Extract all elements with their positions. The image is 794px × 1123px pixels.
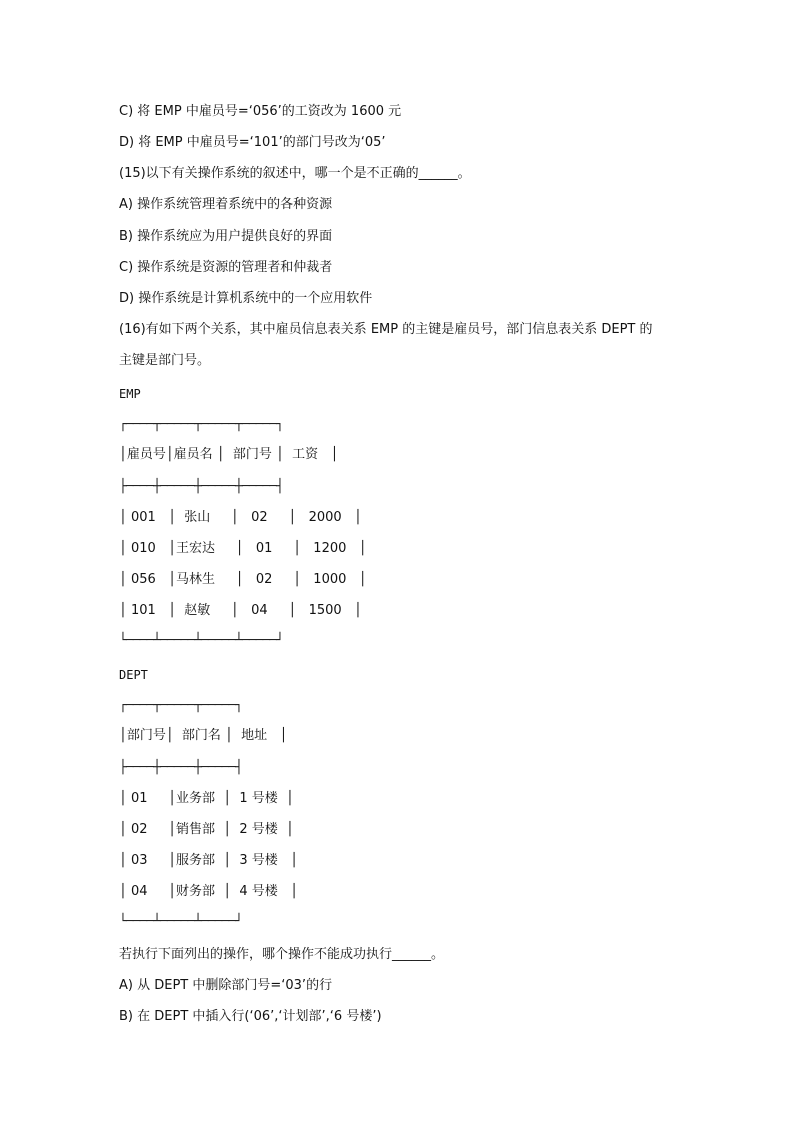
emp-table-header: │雇员号│雇员名 │ 部门号 │ 工资 │ (119, 447, 339, 462)
emp-table-bottom-border: └────┴─────┴─────┴─────┘ (119, 633, 283, 648)
question-16-prompt: 若执行下面列出的操作，哪个操作不能成功执行______。 (119, 947, 445, 962)
dept-table-row: │ 01 │业务部 │ 1 号楼 │ (119, 791, 294, 806)
emp-table-row: │ 010 │王宏达 │ 01 │ 1200 │ (119, 541, 367, 556)
dept-table-top-border: ┌────┬─────┬─────┐ (119, 698, 242, 713)
dept-table-separator: ├────┼─────┼─────┤ (119, 760, 242, 775)
emp-table-top-border: ┌────┬─────┬─────┬─────┐ (119, 417, 283, 432)
question-16-line2: 主键是部门号。 (119, 353, 211, 368)
dept-table-bottom-border: └────┴─────┴─────┘ (119, 914, 242, 929)
option-c-15: C) 操作系统是资源的管理者和仲裁者 (119, 260, 333, 275)
dept-table-row: │ 02 │销售部 │ 2 号楼 │ (119, 822, 294, 837)
option-b-15: B) 操作系统应为用户提供良好的界面 (119, 229, 333, 244)
emp-table-row: │ 001 │ 张山 │ 02 │ 2000 │ (119, 510, 362, 525)
question-15: (15)以下有关操作系统的叙述中，哪一个是不正确的______。 (119, 166, 471, 181)
dept-table-row: │ 04 │财务部 │ 4 号楼 │ (119, 884, 298, 899)
question-16-line1: (16)有如下两个关系，其中雇员信息表关系 EMP 的主键是雇员号，部门信息表关系 DEPT 的 (119, 322, 653, 337)
dept-table-header: │部门号│ 部门名 │ 地址 │ (119, 728, 288, 743)
emp-table-separator: ├────┼─────┼─────┼─────┤ (119, 479, 283, 494)
option-a-15: A) 操作系统管理着系统中的各种资源 (119, 197, 333, 212)
option-b-16: B) 在 DEPT 中插入行(‘06’,‘计划部’,‘6 号楼’) (119, 1009, 382, 1024)
option-d-15-prev: D) 将 EMP 中雇员号=‘101’的部门号改为‘05’ (119, 135, 386, 150)
dept-table-row: │ 03 │服务部 │ 3 号楼 │ (119, 853, 298, 868)
emp-table-row: │ 101 │ 赵敏 │ 04 │ 1500 │ (119, 603, 362, 618)
option-d-15: D) 操作系统是计算机系统中的一个应用软件 (119, 291, 373, 306)
emp-table-row: │ 056 │马林生 │ 02 │ 1000 │ (119, 572, 367, 587)
emp-table-label: EMP (119, 387, 141, 401)
option-c-15-prev: C) 将 EMP 中雇员号=‘056’的工资改为 1600 元 (119, 104, 402, 119)
option-a-16: A) 从 DEPT 中删除部门号=‘03’的行 (119, 978, 333, 993)
dept-table-label: DEPT (119, 668, 148, 682)
